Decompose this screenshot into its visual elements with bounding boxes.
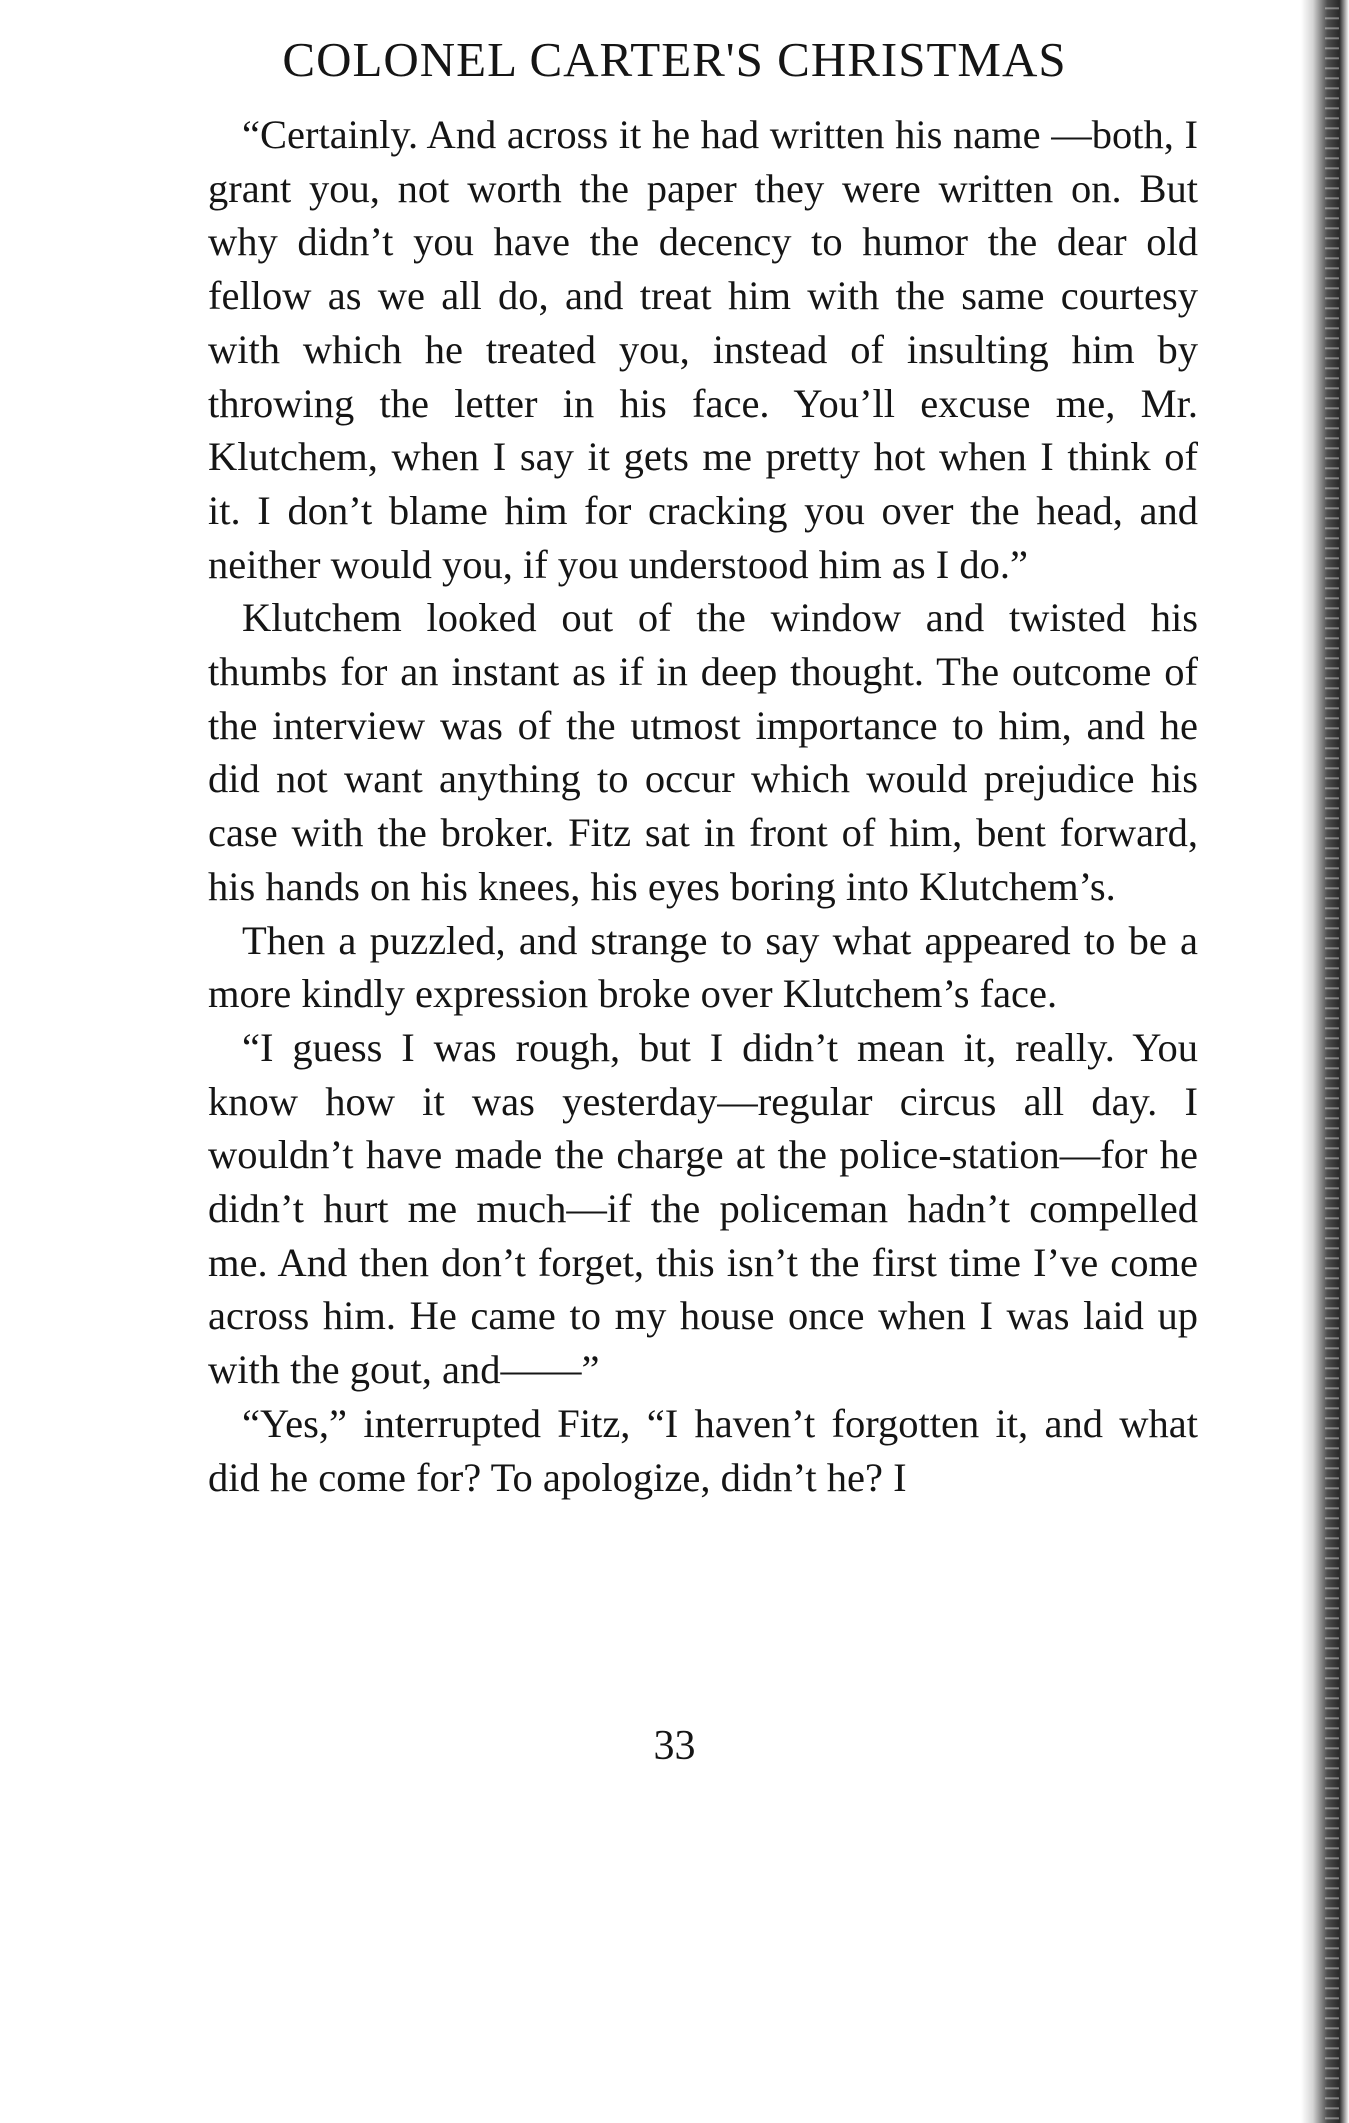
paragraph: Klutchem looked out of the window and twisted his thumbs for an instant as if in deep thought. The outcome of the interview was of the utmost importance to him, and he did not want anything to occur which would prejudice his case with the broker. Fitz sat in front of him, bent forward, his hands on his knees, his eyes boring into Klutchem’s.: [208, 595, 1198, 909]
page-number: 33: [653, 1723, 696, 1769]
scan-edge-speckle: [1325, 0, 1339, 2123]
body-text: [208, 108, 1198, 1504]
paragraph: “I guess I was rough, but I didn’t mean it, really. You know how it was yesterday—regular circus all day. I wouldn’t have made the charge at the police-station—for he didn’t hurt me much—if the policeman hadn’t compelled me. And then don’t forget, this isn’t the first time I’ve come across him. He came to my house once when I was laid up with the gout, and——”: [208, 1024, 1198, 1393]
running-head: COLONEL CARTER'S CHRISTMAS: [282, 32, 1067, 87]
paragraph: “Yes,” interrupted Fitz, “I haven’t forgotten it, and what did he come for? To apologize, didn’t he? I: [208, 1400, 1198, 1500]
paragraph: “Certainly. And across it he had written his name —both, I grant you, not worth the paper they were written on. But why didn’t you have the decency to humor the dear old fellow as we all do, and treat him with the same courtesy with which he treated you, instead of insulting him by throwing the letter in his face. You’ll excuse me, Mr. Klutchem, when I say it gets me pretty hot when I think of it. I don’t blame him for cracking you over the head, and neither would you, if you understood him as I do.”: [208, 112, 1198, 587]
paragraph: Then a puzzled, and strange to say what appeared to be a more kindly expression broke over Klutchem’s face.: [208, 917, 1198, 1017]
